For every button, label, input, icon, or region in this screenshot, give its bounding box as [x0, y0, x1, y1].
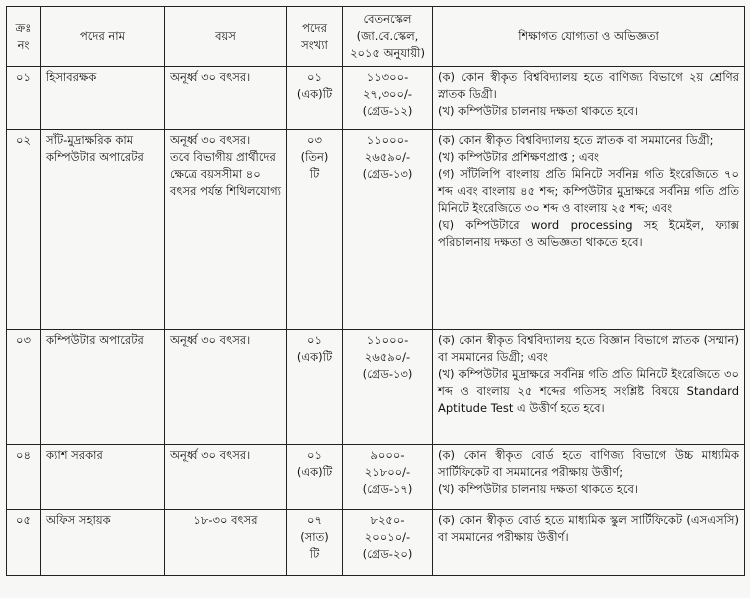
- row-serial: ০২: [7, 130, 41, 330]
- table-row: [7, 130, 745, 330]
- count-line: (সাত): [300, 530, 329, 544]
- count-line: ০৩: [307, 133, 322, 147]
- pay-line: ২৬৫৯০/-: [364, 150, 411, 164]
- table-row: [7, 330, 745, 445]
- row-post-name: ক্যাশ সরকার: [41, 445, 165, 510]
- row-qualification: [433, 330, 745, 445]
- row-post-count: [287, 445, 343, 510]
- recruitment-table: [6, 6, 745, 576]
- count-line: টি: [309, 167, 320, 181]
- row-age: [165, 67, 287, 130]
- age-line: তবে বিভাগীয় প্রার্থীদের ক্ষেত্রে বয়সসীমা ৪০ বৎসর পর্যন্ত শিথিলযোগ্য: [170, 150, 281, 198]
- row-post-count: [287, 130, 343, 330]
- pay-line: ১১০০০-: [366, 333, 409, 347]
- count-line: ০৭: [307, 513, 322, 527]
- qualification-item: (ঘ) কম্পিউটারে word processing সহ ইমেইল, ফ্যাক্স পরিচালনায় দক্ষতা ও অভিজ্ঞতা থাকতে হবে।: [438, 218, 739, 249]
- row-qualification: [433, 130, 745, 330]
- count-line: (এক)টি: [296, 87, 333, 101]
- count-line: (এক)টি: [296, 350, 333, 364]
- row-age: [165, 510, 287, 576]
- row-age: [165, 445, 287, 510]
- row-age: [165, 330, 287, 445]
- qualification-item: (ক) কোন স্বীকৃত বিশ্ববিদ্যালয় হতে বাণিজ্য বিভাগে ২য় শ্রেণির স্নাতক ডিগ্রী।: [438, 70, 739, 101]
- table-row: [7, 67, 745, 130]
- pay-line: ২৬৫৯০/-: [364, 350, 411, 364]
- qualification-item: (ক) কোন স্বীকৃত বোর্ড হতে মাধ্যমিক স্কুল সার্টিফিকেট (এসএসসি) বা সমমানের পরীক্ষায় উত্তীর্ণ।: [438, 513, 739, 544]
- qualification-item: (খ) কম্পিউটার মুদ্রাক্ষরে সর্বনিম্ন গতি প্রতি মিনিটে ইংরেজিতে ৩০ শব্দ ও বাংলায় ২৫ শব্দের গতিসহ সংশ্লিষ্ট বিষয়ে Standard Aptitude Test এ উত্তীর্ণ হতে হবে।: [438, 367, 739, 415]
- row-serial: ০১: [7, 67, 41, 130]
- table-row: [7, 445, 745, 510]
- row-pay-scale: [343, 510, 433, 576]
- row-pay-scale: [343, 67, 433, 130]
- row-qualification: [433, 445, 745, 510]
- pay-line: (গ্রেড-১৭): [362, 482, 413, 496]
- pay-line: ২১৮০০/-: [364, 465, 411, 479]
- row-post-name: কম্পিউটার অপারেটর: [41, 330, 165, 445]
- age-line: অনূর্ধ্ব ৩০ বৎসর।: [170, 133, 251, 147]
- row-serial: ০৫: [7, 510, 41, 576]
- header-qualification: শিক্ষাগত যোগ্যতা ও অভিজ্ঞতা: [433, 7, 745, 67]
- row-pay-scale: [343, 445, 433, 510]
- age-line: অনূর্ধ্ব ৩০ বৎসর।: [170, 448, 251, 462]
- row-post-name: সাঁট-মুদ্রাক্ষরিক কাম কম্পিউটার অপারেটর: [41, 130, 165, 330]
- pay-line: ১১০০০-: [366, 133, 409, 147]
- qualification-item: (ক) কোন স্বীকৃত বিশ্ববিদ্যালয় হতে বিজ্ঞান বিভাগে স্নাতক (সম্মান) বা সমমানের ডিগ্রী; এবং: [438, 333, 739, 364]
- row-qualification: [433, 510, 745, 576]
- header-age: বয়স: [165, 7, 287, 67]
- row-post-count: [287, 510, 343, 576]
- header-serial: ক্রঃ নং: [7, 7, 41, 67]
- count-line: ০১: [307, 448, 322, 462]
- age-line: অনূর্ধ্ব ৩০ বৎসর।: [170, 333, 251, 347]
- count-line: ০১: [307, 333, 322, 347]
- pay-line: ১১৩০০-: [366, 70, 409, 84]
- qualification-item: (খ) কম্পিউটার চালনায় দক্ষতা থাকতে হবে।: [438, 104, 639, 118]
- qualification-item: (খ) কম্পিউটার প্রশিক্ষণপ্রাপ্ত ; এবং: [438, 150, 599, 164]
- row-serial: ০৩: [7, 330, 41, 445]
- header-pay-scale: বেতনস্কেল (জা.বে.স্কেল, ২০১৫ অনুযায়ী): [343, 7, 433, 67]
- pay-line: (গ্রেড-২০): [362, 547, 413, 561]
- row-age: [165, 130, 287, 330]
- row-post-count: [287, 330, 343, 445]
- pay-line: ২০০১০/-: [364, 530, 411, 544]
- pay-line: ২৭,৩০০/-: [362, 87, 413, 101]
- header-post-count: পদের সংখ্যা: [287, 7, 343, 67]
- pay-line: ৯০০০-: [370, 448, 405, 462]
- count-line: ০১: [307, 70, 322, 84]
- qualification-item: (গ) সাঁটলিপি বাংলায় প্রতি মিনিটে সর্বনিম্ন গতি ইংরেজিতে ৭০ শব্দ এবং বাংলায় ৪৫ শব্দ; কম্পিউটার মুদ্রাক্ষরে সর্বনিম্ন গতি প্রতি মিনিটে ইংরেজিতে ৩০ শব্দ ও বাংলায় ২৫ শব্দ; এবং: [438, 167, 739, 215]
- age-line: অনূর্ধ্ব ৩০ বৎসর।: [170, 70, 251, 84]
- table-row: [7, 510, 745, 576]
- row-serial: ০৪: [7, 445, 41, 510]
- qualification-item: (ক) কোন স্বীকৃত বিশ্ববিদ্যালয় হতে স্নাতক বা সমমানের ডিগ্রী;: [438, 133, 714, 147]
- qualification-item: (ক) কোন স্বীকৃত বোর্ড হতে বাণিজ্য বিভাগে উচ্চ মাধ্যমিক সার্টিফিকেট বা সমমানের পরীক্ষায় উত্তীর্ণ;: [438, 448, 739, 479]
- row-post-name: হিসাবরক্ষক: [41, 67, 165, 130]
- pay-line: ৮২৫০-: [370, 513, 405, 527]
- count-line: টি: [309, 547, 320, 561]
- count-line: (তিন): [300, 150, 329, 164]
- age-line: ১৮-৩০ বৎসর: [193, 513, 258, 527]
- pay-line: (গ্রেড-১২): [362, 104, 413, 118]
- pay-line: (গ্রেড-১৩): [362, 167, 413, 181]
- table-header-row: [7, 7, 745, 67]
- row-post-name: অফিস সহায়ক: [41, 510, 165, 576]
- row-qualification: [433, 67, 745, 130]
- qualification-item: (খ) কম্পিউটার চালনায় দক্ষতা থাকতে হবে।: [438, 482, 639, 496]
- row-pay-scale: [343, 330, 433, 445]
- pay-line: (গ্রেড-১৩): [362, 367, 413, 381]
- row-post-count: [287, 67, 343, 130]
- header-post-name: পদের নাম: [41, 7, 165, 67]
- count-line: (এক)টি: [296, 465, 333, 479]
- row-pay-scale: [343, 130, 433, 330]
